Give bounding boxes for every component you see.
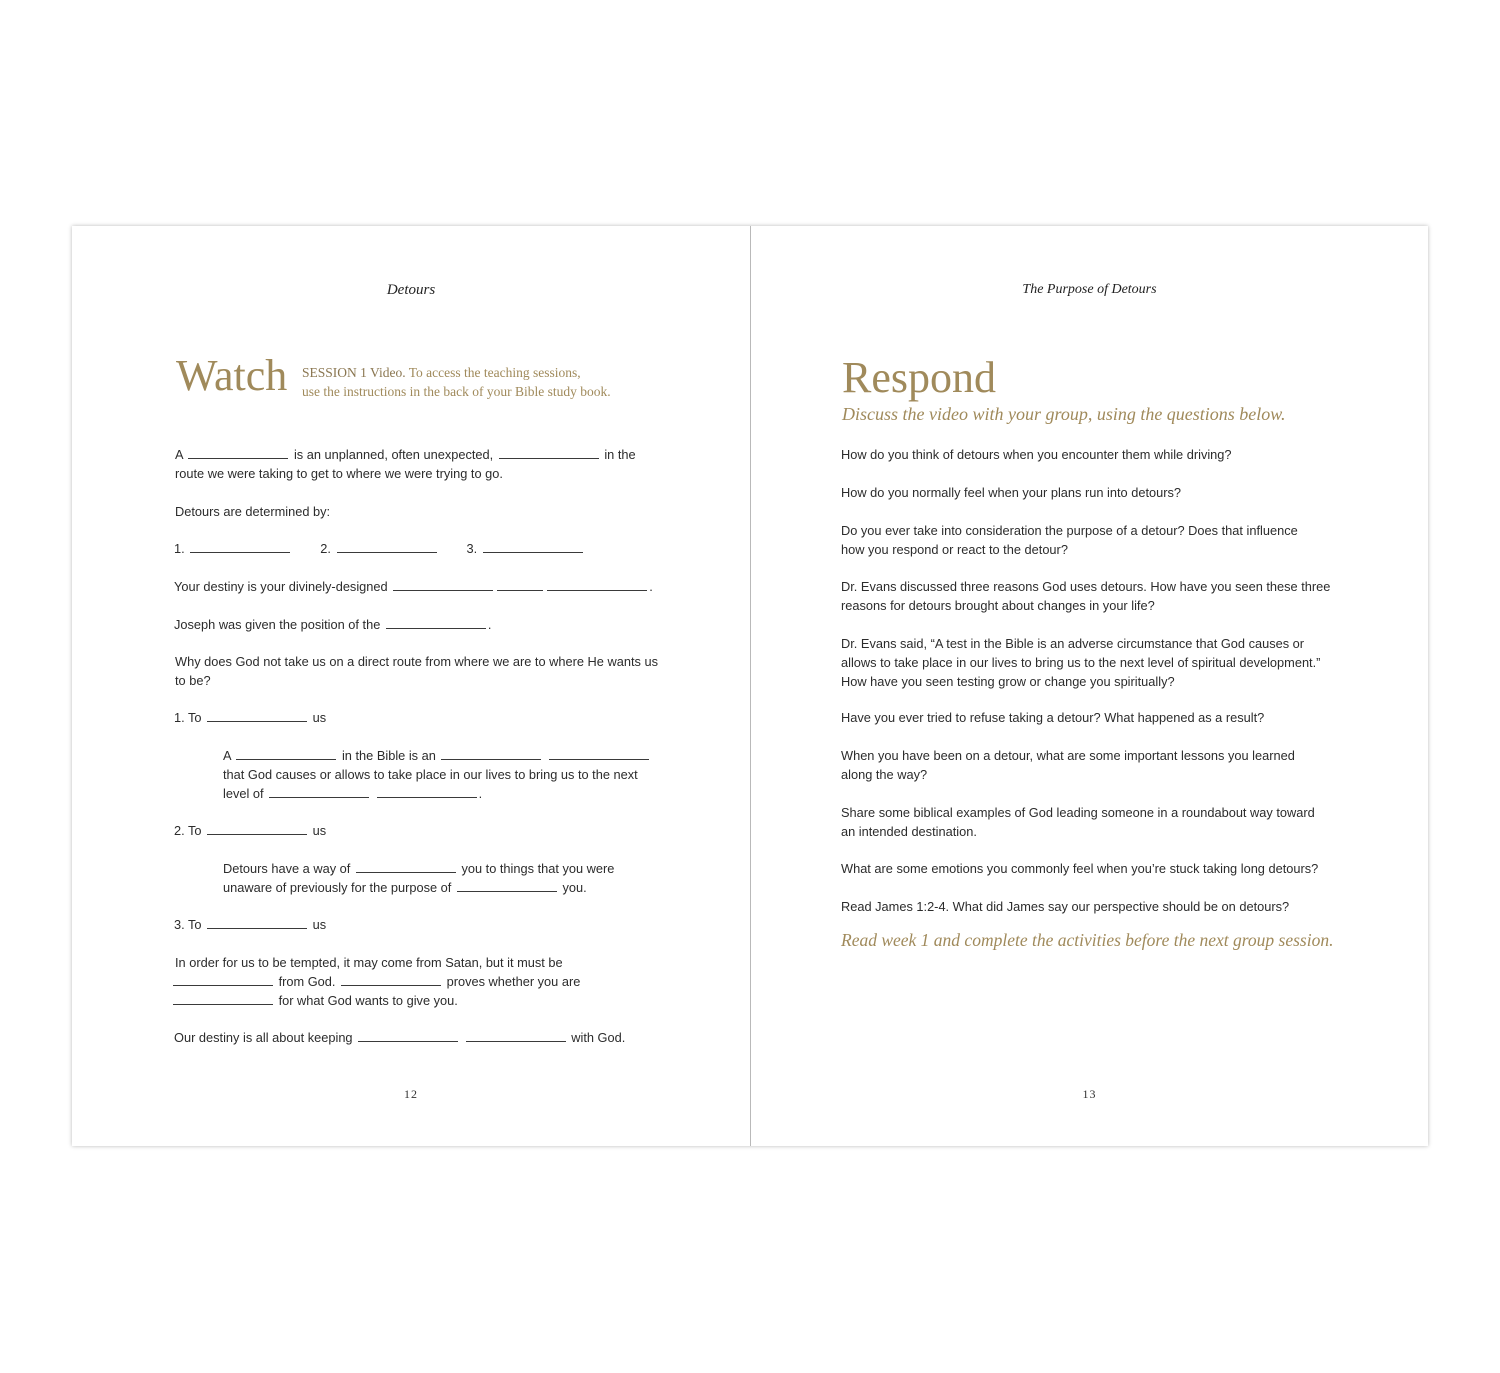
question-7: When you have been on a detour, what are some important lessons you learned along the way? xyxy=(841,748,1295,782)
blank xyxy=(356,861,456,873)
blank xyxy=(173,993,273,1005)
reason-1-detail: A in the Bible is an that God causes or allows to take place in our lives to bring us to the next level of . xyxy=(174,746,703,803)
blank xyxy=(549,748,649,760)
intro-text-1: To access the teaching sessions, xyxy=(405,365,581,380)
question-8: Share some biblical examples of God leading someone in a roundabout way toward an intended destination. xyxy=(841,805,1315,839)
blank xyxy=(269,786,369,798)
question-5: Dr. Evans said, “A test in the Bible is an adverse circumstance that God causes or allows to take place in our lives to bring us to the next level of spiritual development.” How have you seen testing grow or change you spiritually? xyxy=(841,636,1321,689)
blank xyxy=(457,880,557,892)
fill-in-line-2: Detours are determined by: xyxy=(175,504,331,519)
blank xyxy=(236,748,336,760)
question-9: What are some emotions you commonly feel when you’re stuck taking long detours? xyxy=(841,861,1319,876)
question-4: Dr. Evans discussed three reasons God uses detours. How have you seen these three reasons for detours brought about changes in your life? xyxy=(841,579,1331,613)
question-6: Have you ever tried to refuse taking a detour? What happened as a result? xyxy=(841,710,1265,725)
running-head-left: Detours xyxy=(386,282,436,298)
blank xyxy=(188,447,288,459)
left-page xyxy=(72,226,750,1146)
respond-subtitle: Discuss the video with your group, using the questions below. xyxy=(842,404,1286,424)
question-10: Read James 1:2-4. What did James say our perspective should be on detours? xyxy=(841,899,1290,914)
reason-3: 3. To us xyxy=(174,917,327,932)
fill-in-line-1: A is an unplanned, often unexpected, in the route we were taking to get to where we were trying to go. xyxy=(175,447,636,481)
reason-1: 1. To us xyxy=(174,710,327,725)
blank xyxy=(207,917,307,929)
fill-in-line-6: Why does God not take us on a direct route from where we are to where He wants us to be? xyxy=(175,654,658,688)
blank xyxy=(393,579,493,591)
intro-text-2: use the instructions in the back of your Bible study book. xyxy=(302,384,611,399)
blank xyxy=(207,823,307,835)
question-1: How do you think of detours when you encounter them while driving? xyxy=(841,447,1232,462)
question-3: Do you ever take into consideration the purpose of a detour? Does that influence how you respond or react to the detour? xyxy=(841,523,1298,557)
blank xyxy=(499,447,599,459)
right-page xyxy=(751,226,1428,1146)
blank xyxy=(341,974,441,986)
page-number-right: 13 xyxy=(1082,1087,1097,1101)
blank xyxy=(207,710,307,722)
fill-in-line-3: 1. 2. 3. xyxy=(174,539,614,558)
blank xyxy=(547,579,647,591)
page-number-left: 12 xyxy=(404,1087,418,1101)
blank xyxy=(173,974,273,986)
fill-in-line-4: Your destiny is your divinely-designed . xyxy=(174,579,653,594)
blank xyxy=(497,579,543,591)
blank xyxy=(386,617,486,629)
section-title-watch: Watch xyxy=(176,351,288,400)
blank xyxy=(441,748,541,760)
reason-2: 2. To us xyxy=(174,823,327,838)
section-title-respond: Respond xyxy=(842,353,996,402)
blank xyxy=(377,786,477,798)
watch-intro xyxy=(302,363,642,401)
blank xyxy=(483,541,583,553)
question-2: How do you normally feel when your plans run into detours? xyxy=(841,485,1182,500)
reason-2-detail: Detours have a way of you to things that you were unaware of previously for the purpose of you. xyxy=(223,861,615,895)
blank xyxy=(337,541,437,553)
running-head-right: The Purpose of Detours xyxy=(1022,282,1157,297)
fill-in-line-destiny: Our destiny is all about keeping with God. xyxy=(174,1030,626,1045)
blank xyxy=(466,1030,566,1042)
blank xyxy=(358,1030,458,1042)
book-spread xyxy=(72,226,1428,1146)
blank xyxy=(190,541,290,553)
closing-instruction: Read week 1 and complete the activities before the next group session. xyxy=(841,930,1334,950)
intro-lead: SESSION 1 Video. xyxy=(302,365,406,380)
fill-in-line-temptation: In order for us to be tempted, it may come from Satan, but it must be from God. proves whether you are for what God wants to give you. xyxy=(175,955,581,1008)
fill-in-line-5: Joseph was given the position of the . xyxy=(174,617,492,632)
